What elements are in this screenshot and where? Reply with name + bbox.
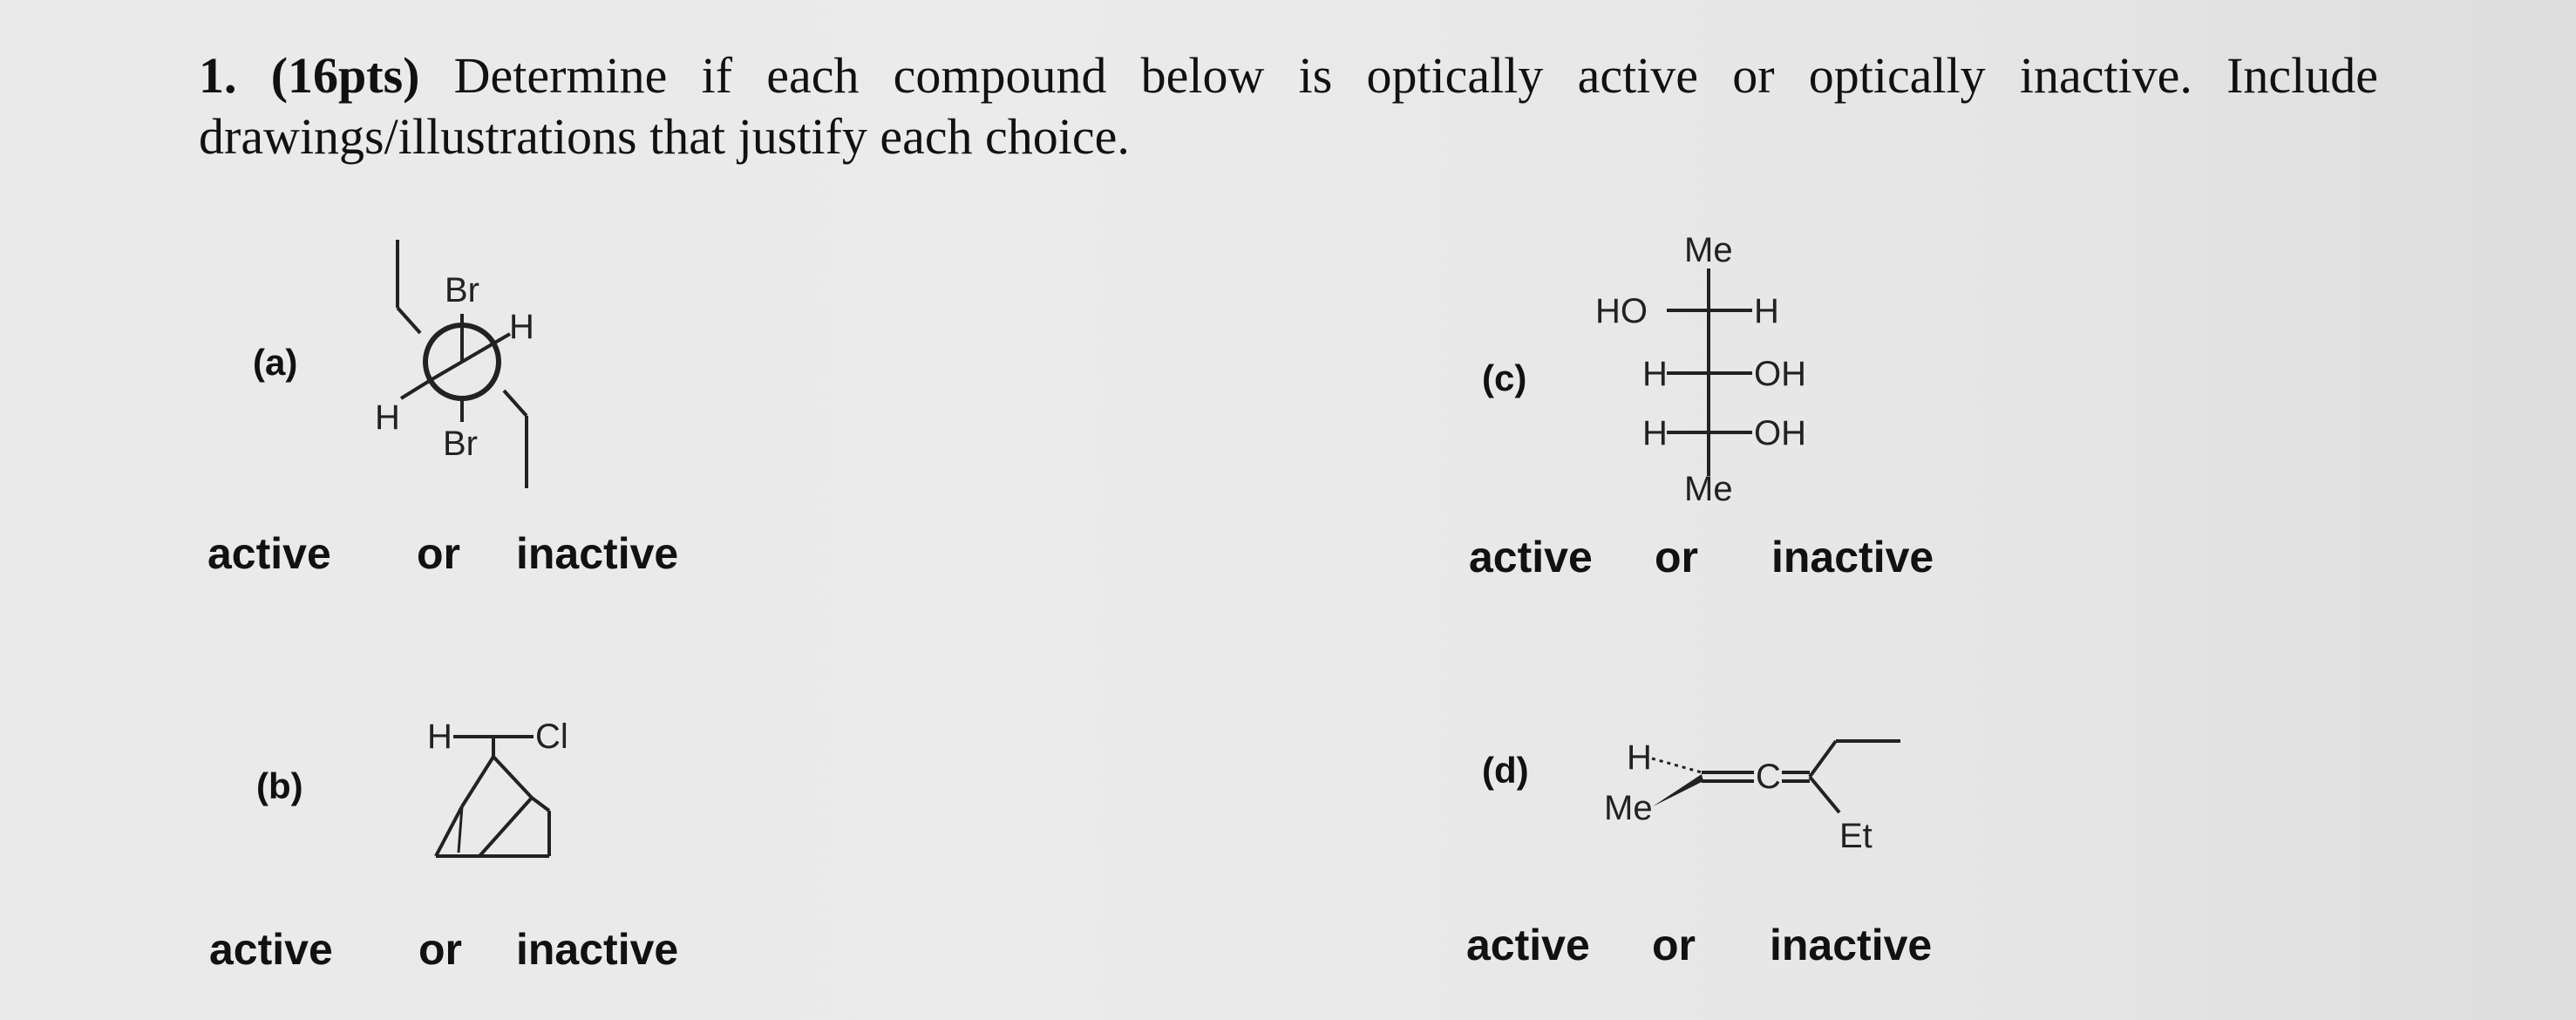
front-bond-left bbox=[431, 362, 462, 380]
atom-br-top: Br bbox=[445, 271, 479, 309]
part-d-choice-or: or bbox=[1652, 921, 1696, 969]
back-bond-lower-right bbox=[504, 391, 527, 416]
part-b-choice-or: or bbox=[418, 925, 462, 974]
bond-to-h-left bbox=[401, 380, 431, 398]
part-a-choice-inactive[interactable]: inactive bbox=[516, 529, 679, 578]
atom-me-top: Me bbox=[1684, 231, 1733, 269]
part-b-choice-active[interactable]: active bbox=[209, 925, 333, 974]
question-number: 1. bbox=[199, 47, 237, 104]
part-b-label: (b) bbox=[256, 765, 303, 806]
part-c-choice-active[interactable]: active bbox=[1469, 533, 1593, 581]
part-d-choice-inactive[interactable]: inactive bbox=[1770, 921, 1933, 969]
bond-to-h-right bbox=[493, 334, 510, 343]
atom-h: H bbox=[1627, 738, 1652, 777]
part-b-choice-inactive[interactable]: inactive bbox=[516, 925, 679, 974]
question-line-1-text: Determine if each compound below is optically active or optically inactive. Include bbox=[453, 47, 2379, 104]
atom-et: Et bbox=[1839, 817, 1873, 855]
atom-h-row2: H bbox=[1642, 355, 1668, 393]
back-bond-upper-left bbox=[398, 308, 420, 333]
part-c-choice-inactive[interactable]: inactive bbox=[1771, 533, 1934, 581]
part-d-choice-active[interactable]: active bbox=[1466, 921, 1590, 969]
atom-cl: Cl bbox=[535, 717, 568, 756]
bicyclic-structure-b bbox=[410, 706, 593, 872]
front-bond-right bbox=[462, 343, 493, 362]
ring-right-top bbox=[532, 798, 549, 811]
part-a-choice-active[interactable]: active bbox=[207, 529, 331, 578]
part-a-label: (a) bbox=[253, 342, 298, 383]
atom-h-left: H bbox=[375, 398, 400, 437]
atom-br-bottom: Br bbox=[443, 425, 478, 463]
part-c-choice-or: or bbox=[1655, 533, 1698, 581]
atom-oh-row2: OH bbox=[1754, 355, 1806, 393]
hashed-bond-h bbox=[1652, 758, 1702, 772]
atom-oh-row3: OH bbox=[1754, 414, 1806, 452]
atom-h-row1: H bbox=[1754, 292, 1779, 330]
part-d-label: (d) bbox=[1482, 750, 1529, 791]
bridge-left bbox=[462, 757, 493, 806]
question-line-2: drawings/illustrations that justify each choice. bbox=[199, 108, 1130, 165]
atom-h-row3: H bbox=[1642, 414, 1668, 452]
question-points: (16pts) bbox=[270, 47, 420, 104]
atom-h: H bbox=[427, 717, 452, 756]
atom-h-right: H bbox=[509, 308, 534, 346]
wedge-bond-me bbox=[1653, 774, 1703, 806]
part-a-choice-or: or bbox=[417, 529, 460, 578]
atom-c-central: C bbox=[1756, 758, 1781, 796]
atom-me-bottom: Me bbox=[1684, 470, 1733, 508]
question-line-1 bbox=[199, 45, 2378, 106]
atom-ho-row1: HO bbox=[1595, 292, 1648, 330]
bridge-right bbox=[493, 757, 532, 798]
newman-projection-a bbox=[366, 235, 575, 497]
fischer-projection-c bbox=[1587, 231, 1813, 513]
allene-structure-d bbox=[1604, 724, 1918, 872]
part-c-label: (c) bbox=[1482, 357, 1527, 398]
ring-diagonal bbox=[479, 798, 532, 856]
bond-upper bbox=[1810, 741, 1836, 777]
atom-me: Me bbox=[1604, 789, 1653, 827]
bond-to-et bbox=[1810, 777, 1839, 813]
question-text bbox=[199, 45, 2378, 167]
